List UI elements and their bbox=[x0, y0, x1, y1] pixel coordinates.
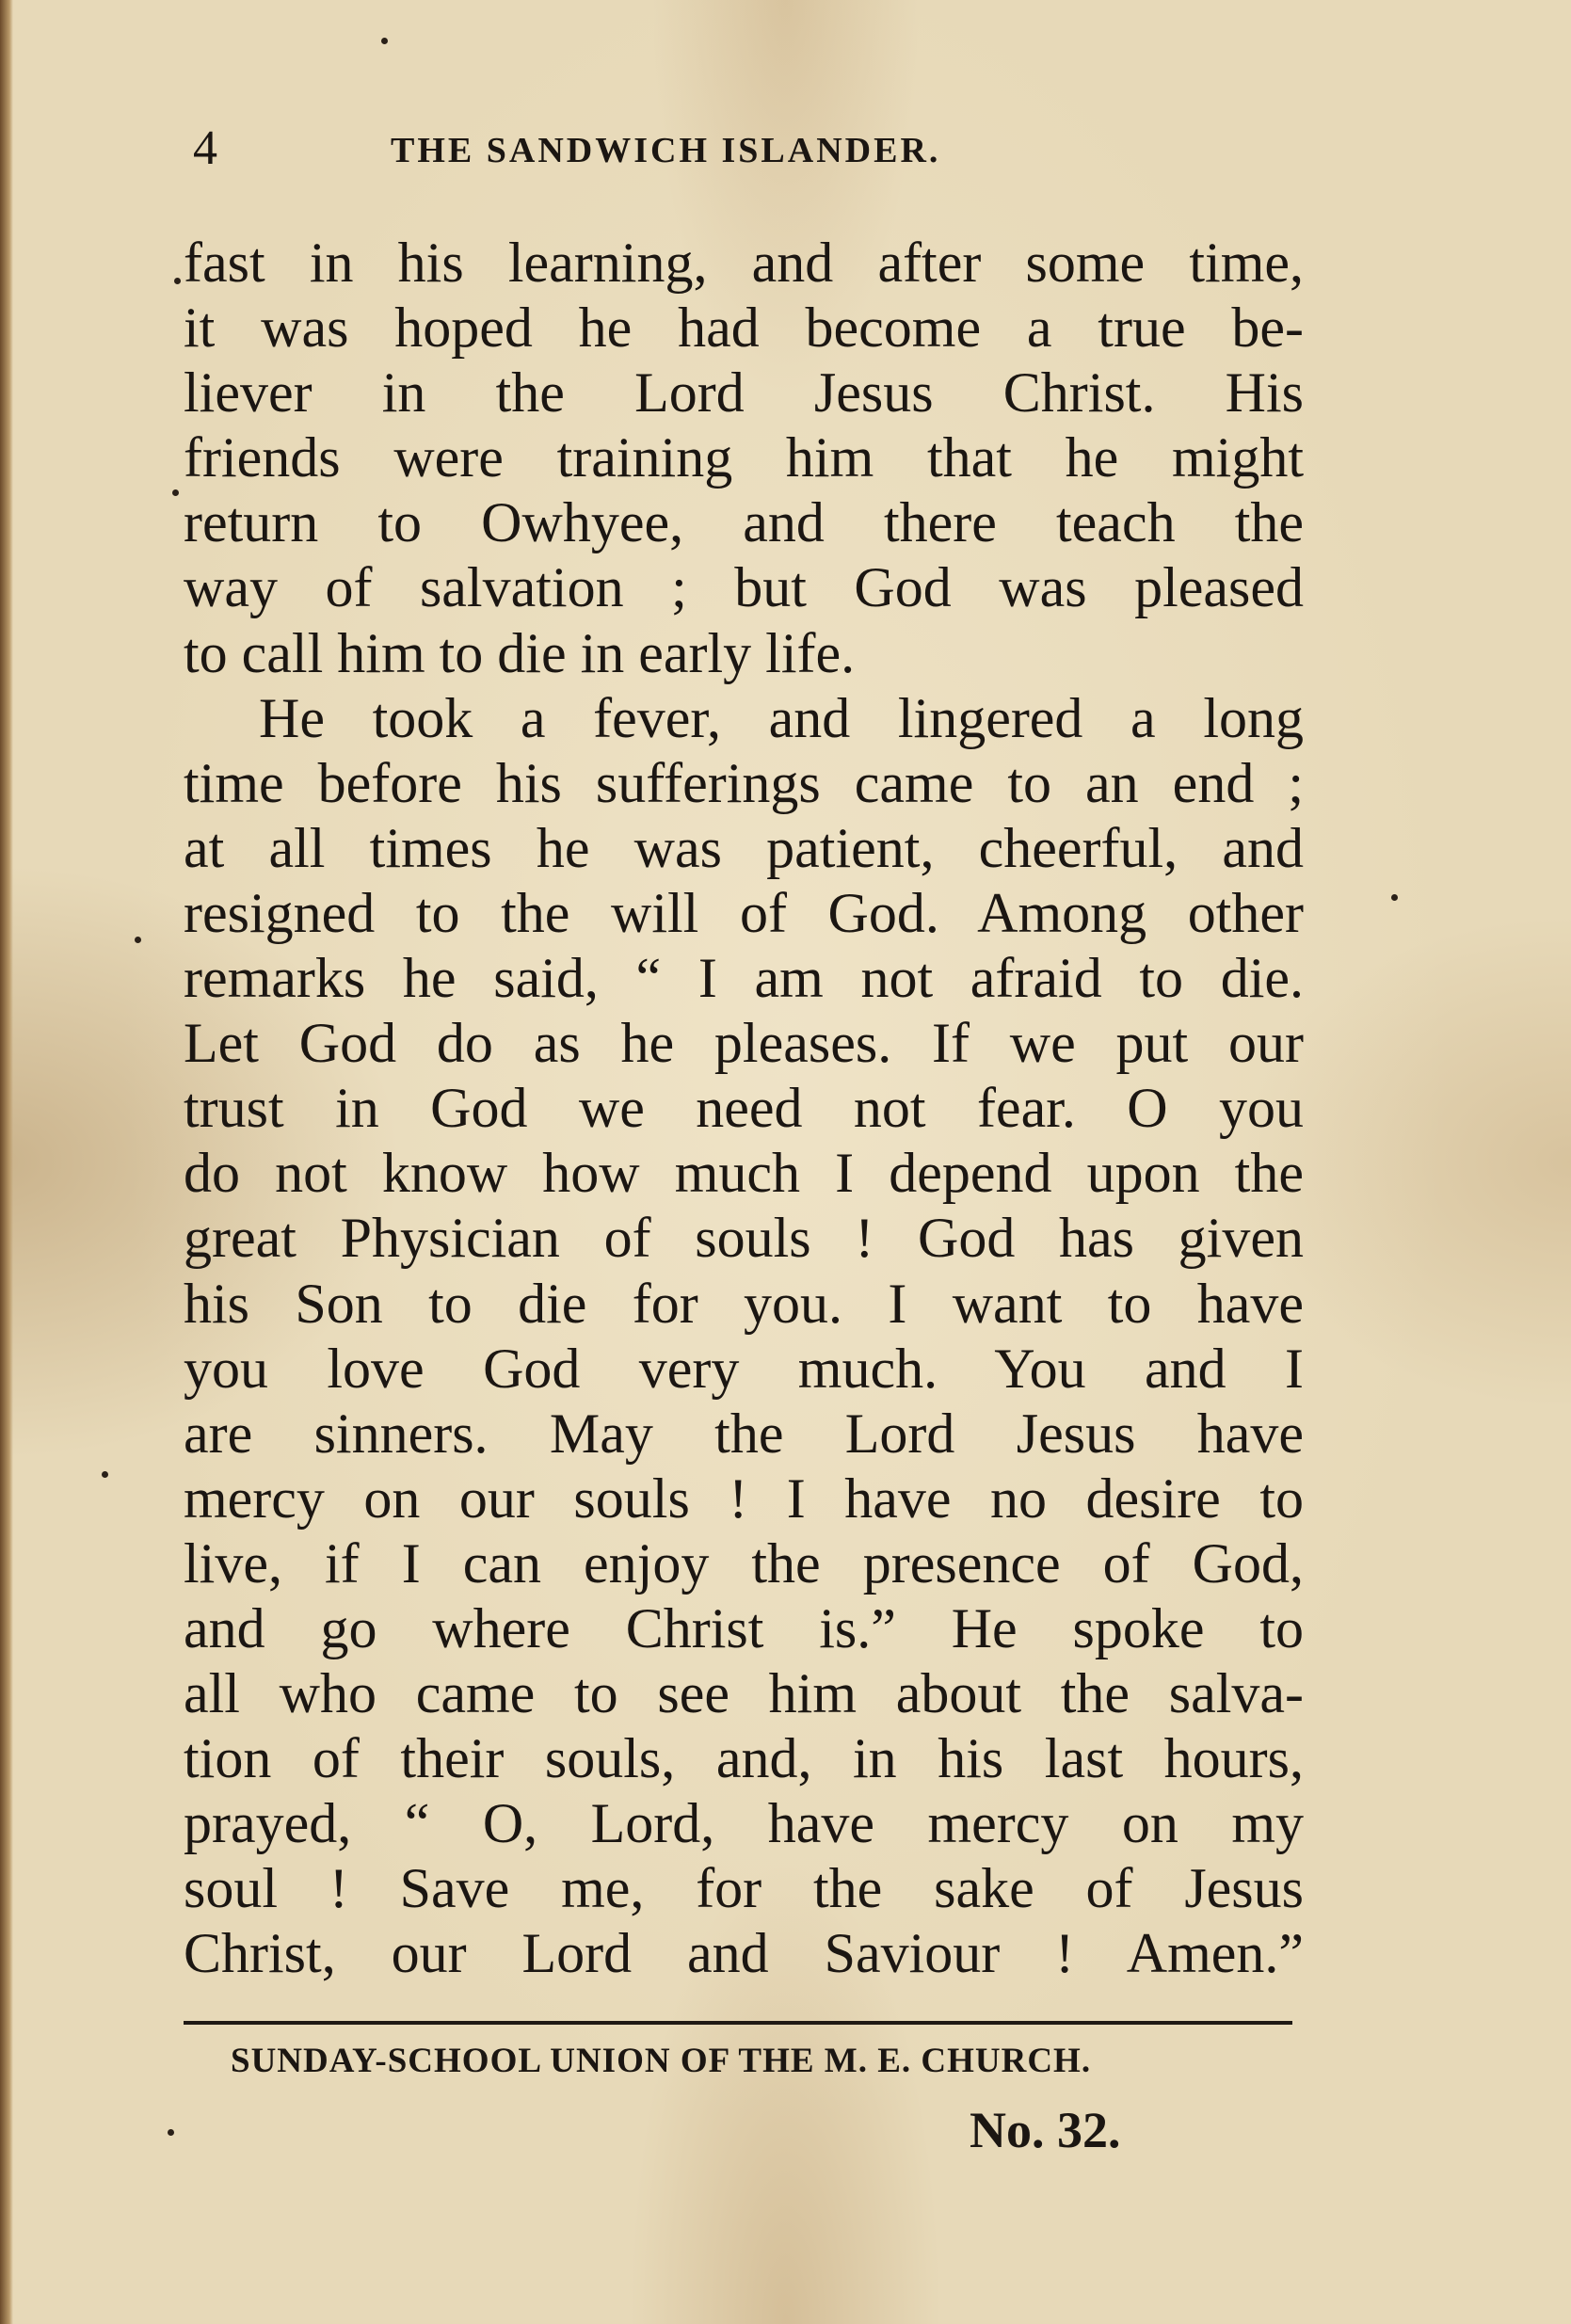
paper-speck bbox=[102, 1471, 108, 1478]
text-line: soul ! Save me, for the sake of Jesus bbox=[184, 1857, 1304, 1920]
text-line: Let God do as he pleases. If we put our bbox=[184, 1012, 1304, 1075]
text-line: are sinners. May the Lord Jesus have bbox=[184, 1402, 1304, 1465]
page-number: 4 bbox=[193, 121, 217, 175]
text-line: resigned to the will of God. Among other bbox=[184, 881, 1304, 944]
text-line: remarks he said, “ I am not afraid to die. bbox=[184, 947, 1304, 1010]
text-line: at all times he was patient, cheerful, and bbox=[184, 816, 1304, 879]
text-line: live, if I can enjoy the presence of God, bbox=[184, 1531, 1304, 1595]
text-line: great Physician of souls ! God has given bbox=[184, 1207, 1304, 1270]
text-line: prayed, “ O, Lord, have mercy on my bbox=[184, 1792, 1304, 1855]
text-line: trust in God we need not fear. O you bbox=[184, 1077, 1304, 1140]
text-line: friends were training him that he might bbox=[184, 426, 1304, 489]
text-line: and go where Christ is.” He spoke to bbox=[184, 1596, 1304, 1659]
text-line: to call him to die in early life. bbox=[184, 621, 856, 684]
text-line: time before his sufferings came to an end ; bbox=[184, 751, 1304, 814]
paper-speck bbox=[1391, 894, 1398, 901]
publisher-imprint: SUNDAY-SCHOOL UNION OF THE M. E. CHURCH. bbox=[231, 2042, 1092, 2080]
text-line: tion of their souls, and, in his last hours, bbox=[184, 1727, 1304, 1790]
text-line: his Son to die for you. I want to have bbox=[184, 1272, 1304, 1335]
text-line: Christ, our Lord and Saviour ! Amen.” bbox=[184, 1922, 1304, 1985]
paper-speck bbox=[135, 937, 141, 943]
paper-speck bbox=[381, 38, 388, 44]
text-line: you love God very much. You and I bbox=[184, 1337, 1304, 1400]
text-line: liever in the Lord Jesus Christ. His bbox=[184, 361, 1304, 425]
tract-number: No. 32. bbox=[970, 2102, 1121, 2158]
body-text bbox=[184, 231, 1304, 1987]
text-line: fast in his learning, and after some time, bbox=[184, 232, 1304, 294]
paper-speck bbox=[172, 489, 179, 496]
running-title: THE SANDWICH ISLANDER. bbox=[391, 131, 941, 170]
text-line: do not know how much I depend upon the bbox=[184, 1142, 1304, 1205]
paper-speck bbox=[168, 2129, 174, 2136]
text-line: all who came to see him about the salva- bbox=[184, 1662, 1304, 1725]
page-edge-shadow bbox=[0, 0, 13, 2324]
text-line: way of salvation ; but God was pleased bbox=[184, 556, 1304, 619]
page-header bbox=[193, 120, 1134, 177]
text-line: it was hoped he had become a true be- bbox=[184, 297, 1304, 360]
text-line: return to Owhyee, and there teach the bbox=[184, 491, 1304, 554]
text-line: He took a fever, and lingered a long bbox=[259, 686, 1304, 749]
text-line: mercy on our souls ! I have no desire to bbox=[184, 1467, 1304, 1530]
paper-speck bbox=[174, 278, 181, 284]
footer-rule bbox=[184, 2021, 1292, 2025]
